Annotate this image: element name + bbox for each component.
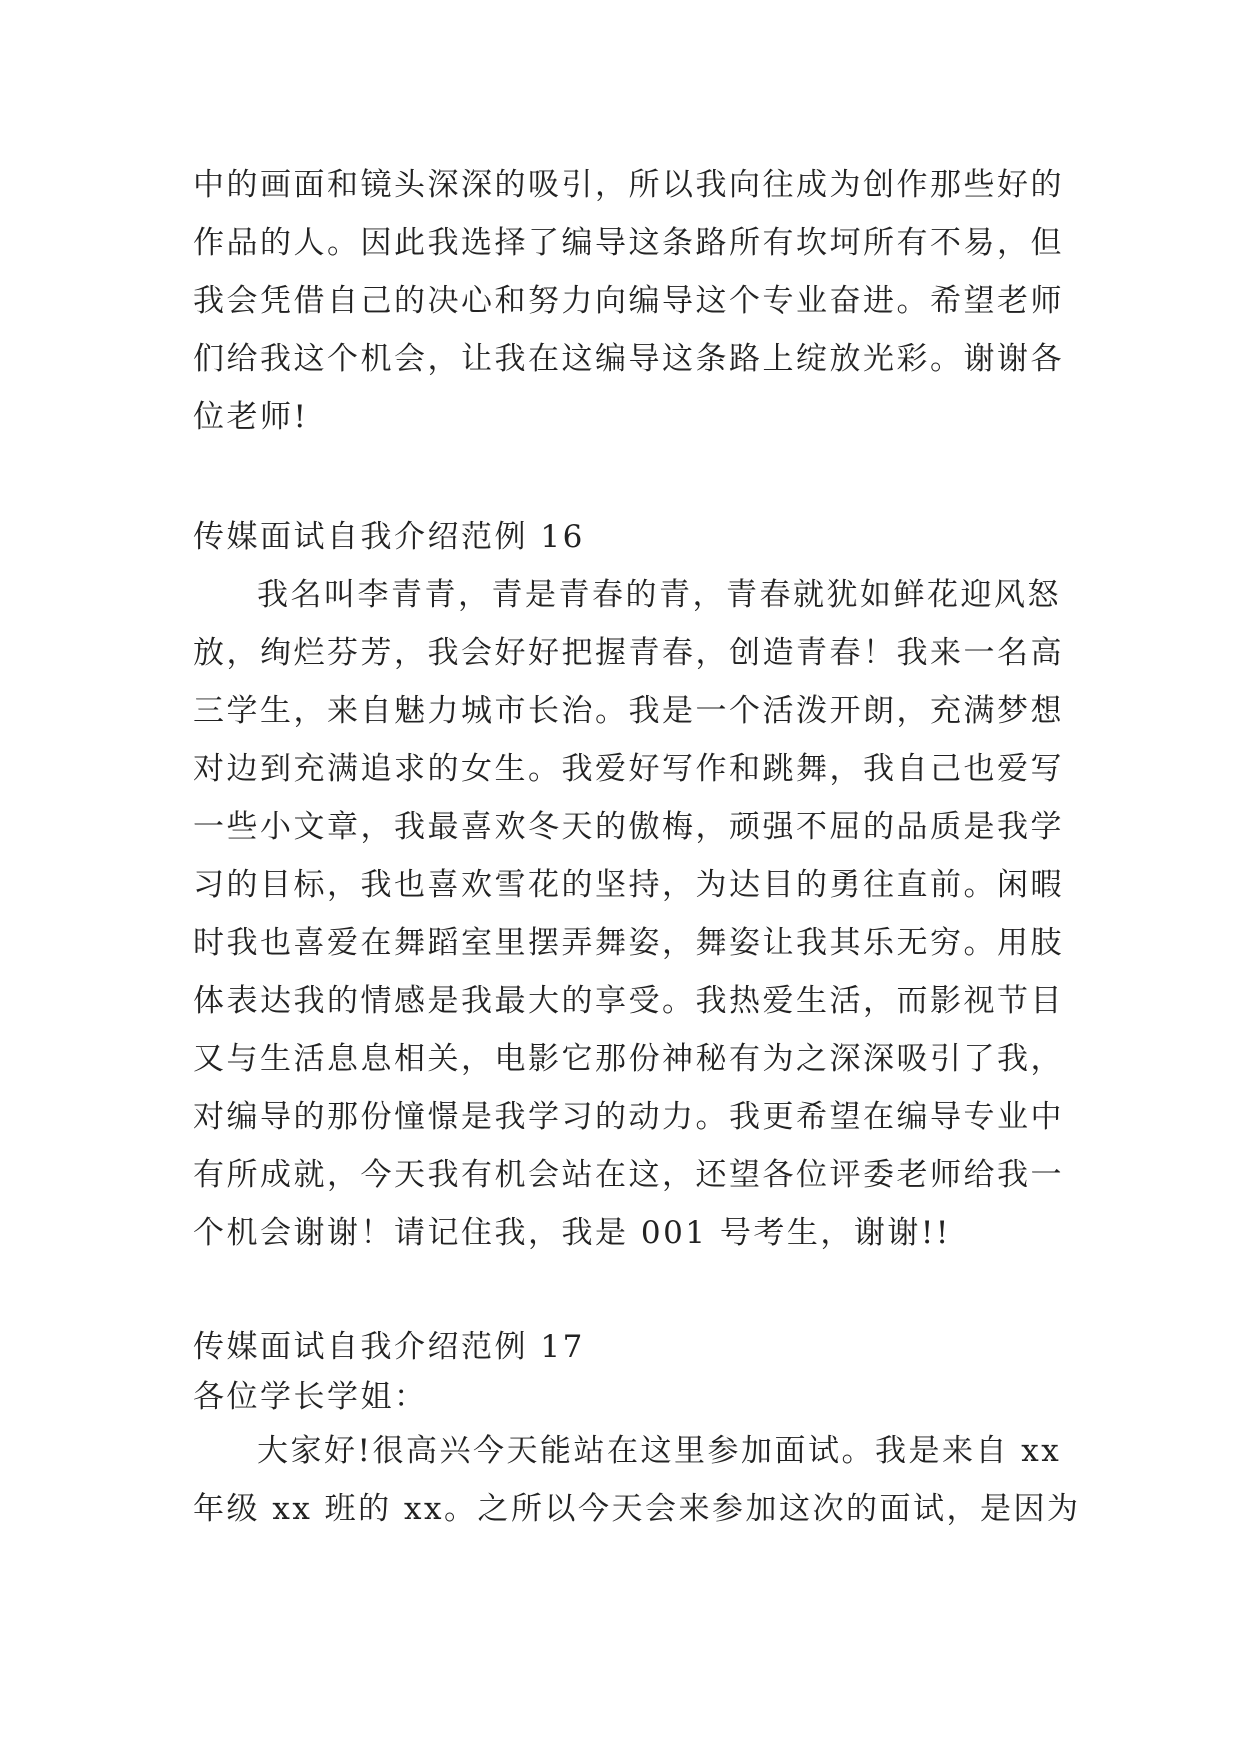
- paragraph-line: 们给我这个机会，让我在这编导这条路上绽放光彩。谢谢各: [193, 341, 1064, 377]
- paragraph-line: 对边到充满追求的女生。我爱好写作和跳舞，我自己也爱写: [193, 751, 1064, 787]
- paragraph-line: 习的目标，我也喜欢雪花的坚持，为达目的勇往直前。闲暇: [193, 867, 1064, 903]
- paragraph-line: 年级 xx 班的 xx。之所以今天会来参加这次的面试，是因为: [193, 1491, 1081, 1527]
- paragraph-line: 时我也喜爱在舞蹈室里摆弄舞姿，舞姿让我其乐无穷。用肢: [193, 925, 1064, 961]
- paragraph-line: 我名叫李青青，青是青春的青，青春就犹如鲜花迎风怒: [257, 577, 1061, 613]
- paragraph-line: 我会凭借自己的决心和努力向编导这个专业奋进。希望老师: [193, 283, 1064, 319]
- section-heading: 传媒面试自我介绍范例 16: [193, 519, 585, 555]
- paragraph-line: 放，绚烂芬芳，我会好好把握青春，创造青春！我来一名高: [193, 635, 1064, 671]
- continued-paragraph: [193, 156, 1064, 446]
- paragraph-line: 大家好!很高兴今天能站在这里参加面试。我是来自 xx: [257, 1433, 1062, 1469]
- paragraph-line: 作品的人。因此我选择了编导这条路所有坎坷所有不易，但: [193, 225, 1064, 261]
- section-17: [193, 1322, 1081, 1538]
- paragraph-line: 有所成就，今天我有机会站在这，还望各位评委老师给我一: [193, 1157, 1064, 1193]
- paragraph-line: 对编导的那份憧憬是我学习的动力。我更希望在编导专业中: [193, 1099, 1064, 1135]
- salutation: 各位学长学姐：: [193, 1379, 428, 1415]
- paragraph-line: 个机会谢谢！请记住我，我是 001 号考生，谢谢!!: [193, 1215, 951, 1251]
- section-heading: 传媒面试自我介绍范例 17: [193, 1329, 585, 1365]
- paragraph-line: 三学生，来自魅力城市长治。我是一个活泼开朗，充满梦想: [193, 693, 1064, 729]
- paragraph-line: 一些小文章，我最喜欢冬天的傲梅，顽强不屈的品质是我学: [193, 809, 1064, 845]
- paragraph-line: 又与生活息息相关，电影它那份神秘有为之深深吸引了我，: [193, 1041, 1064, 1077]
- paragraph-line: 位老师!: [193, 399, 309, 435]
- paragraph-line: 体表达我的情感是我最大的享受。我热爱生活，而影视节目: [193, 983, 1064, 1019]
- paragraph-line: 中的画面和镜头深深的吸引，所以我向往成为创作那些好的: [193, 167, 1064, 203]
- section-16: [193, 508, 1064, 1262]
